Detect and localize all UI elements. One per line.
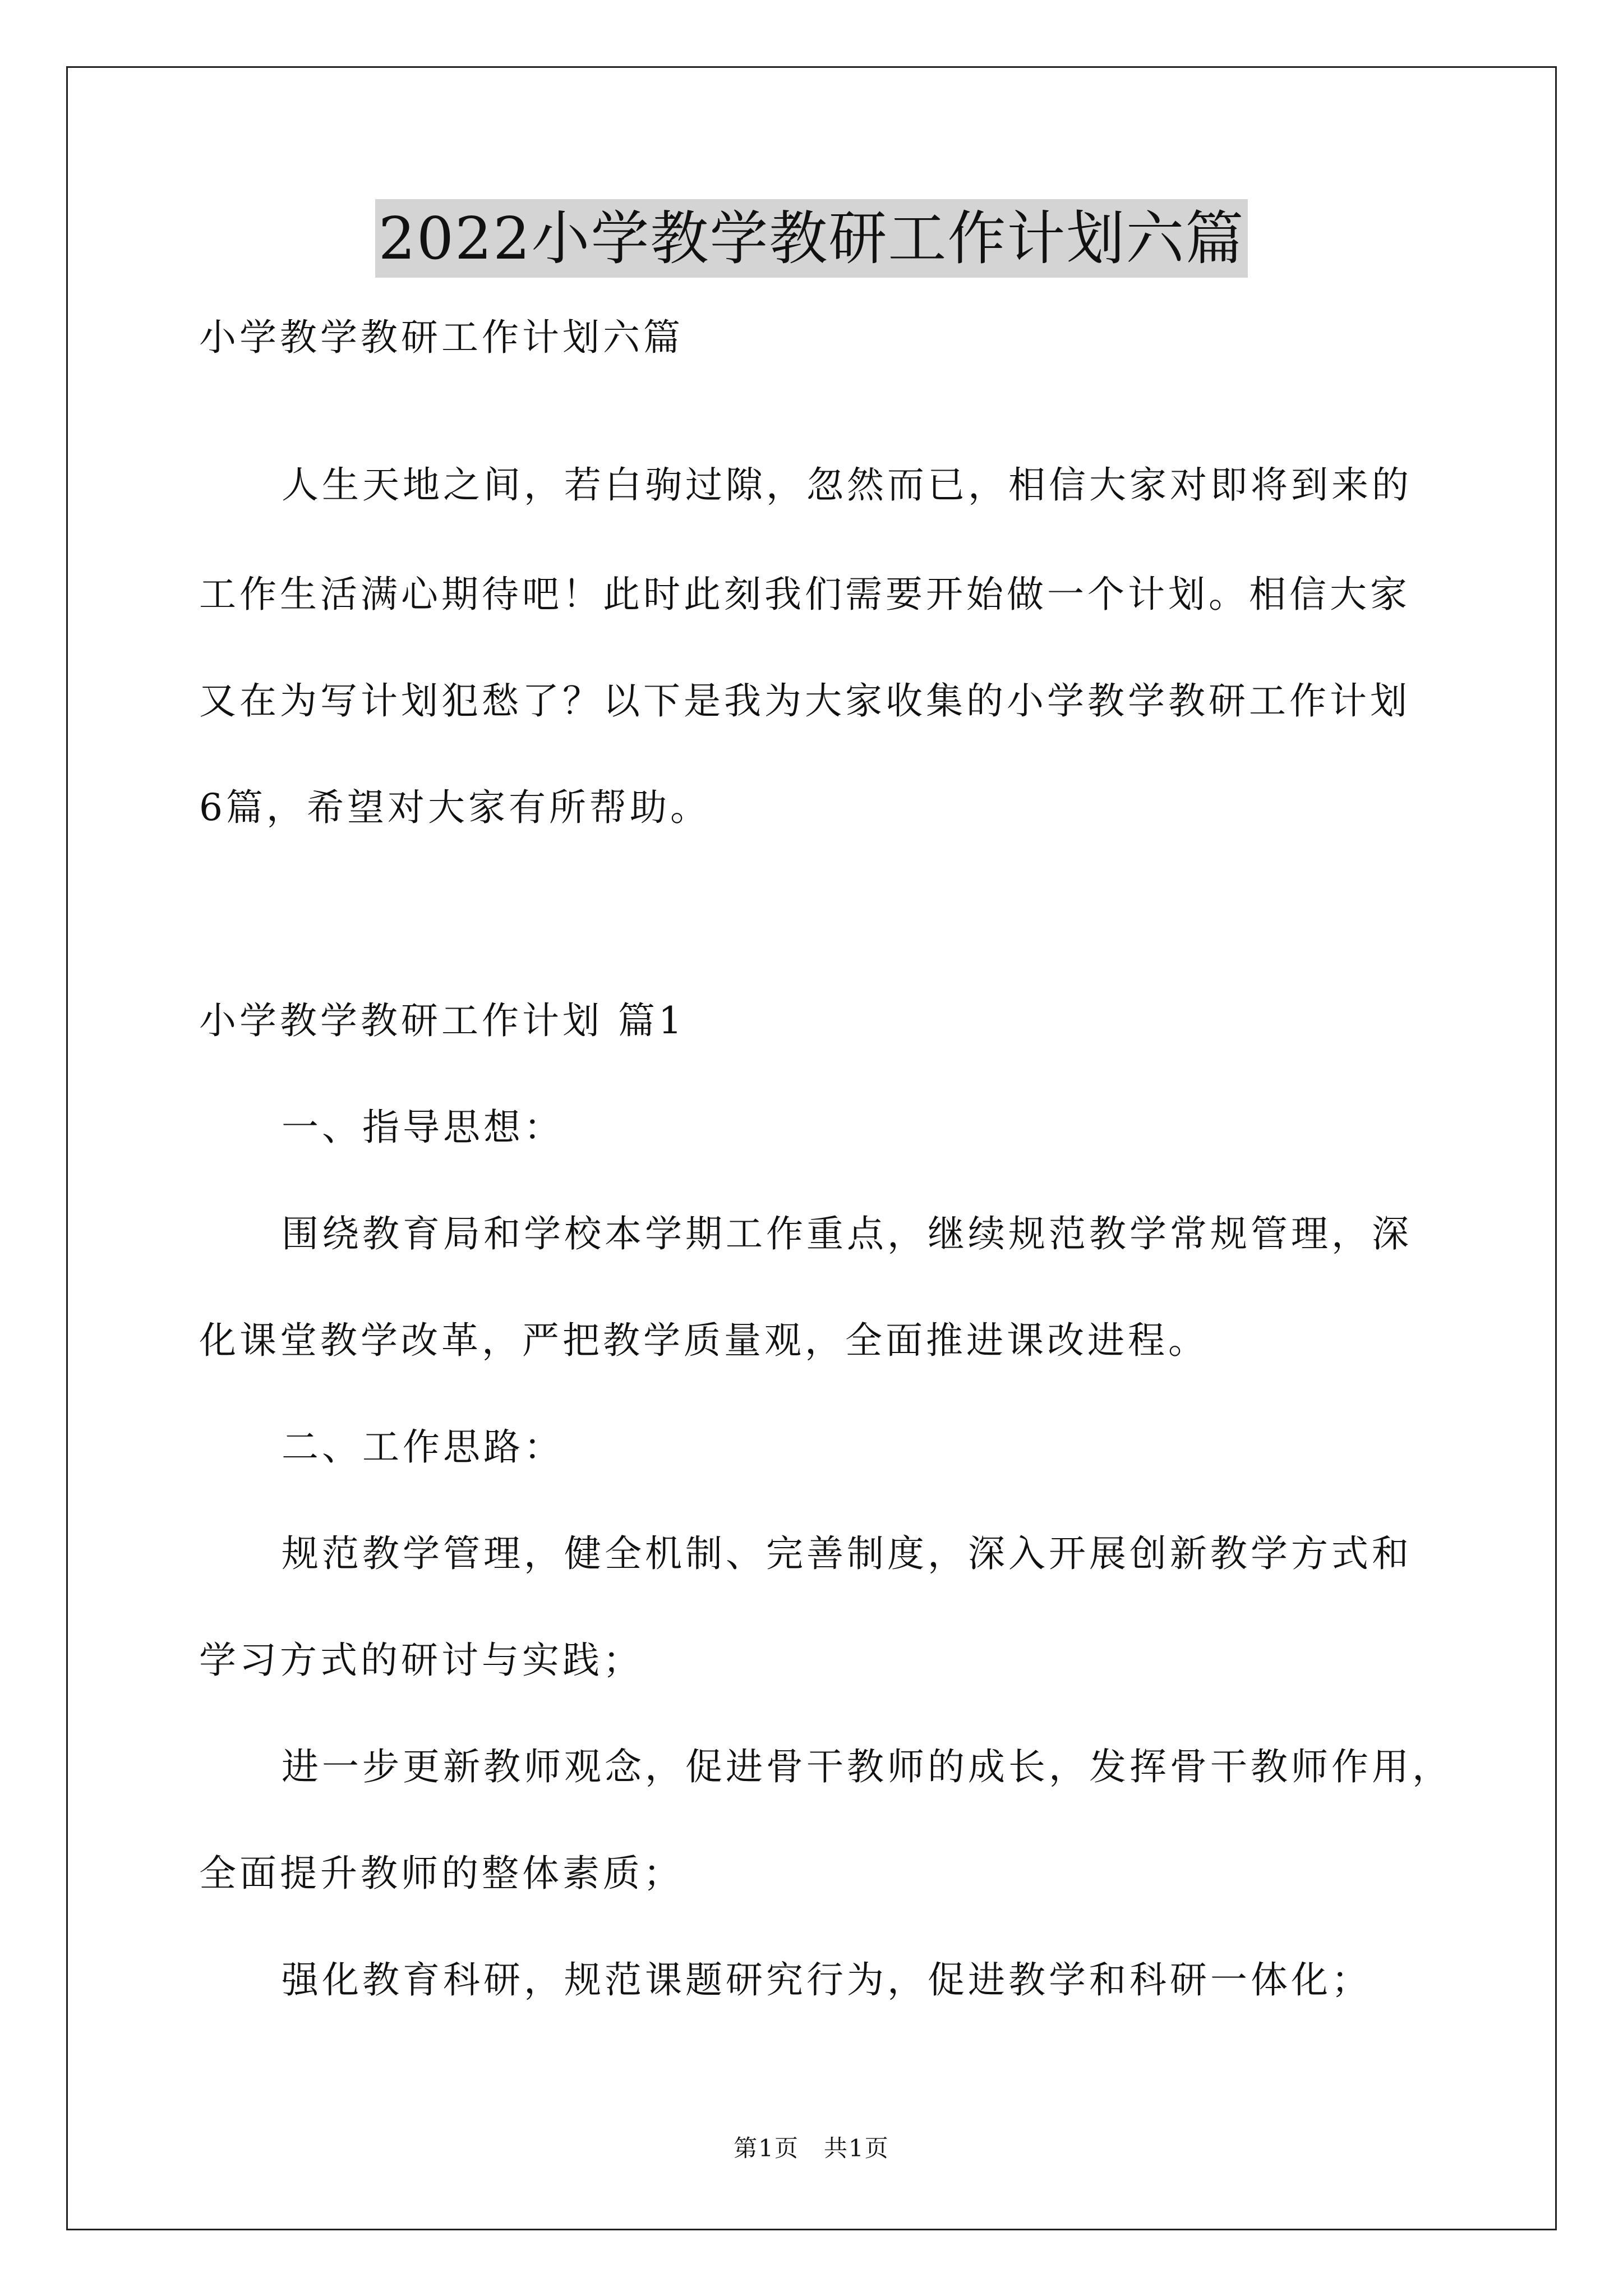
title-block (0, 199, 1623, 278)
paragraph-line: 强化教育科研，规范课题研究行为，促进教学和科研一体化； (282, 1958, 1372, 2001)
paragraph-line: 人生天地之间，若白驹过隙，忽然而已，相信大家对即将到来的 (282, 463, 1412, 507)
section-heading: 小学教学教研工作计划 篇1 (199, 999, 685, 1042)
paragraph-line: 进一步更新教师观念，促进骨干教师的成长，发挥骨干教师作用， (282, 1745, 1453, 1788)
paragraph-line: 围绕教育局和学校本学期工作重点，继续规范教学常规管理，深 (282, 1212, 1412, 1255)
paragraph-line: 规范教学管理，健全机制、完善制度，深入开展创新教学方式和 (282, 1532, 1412, 1575)
document-title: 2022小学教学教研工作计划六篇 (375, 199, 1248, 278)
paragraph-line: 化课堂教学改革，严把教学质量观，全面推进课改进程。 (199, 1319, 1209, 1362)
paragraph-line: 全面提升教师的整体素质； (199, 1852, 684, 1895)
subheading-guiding-thought: 一、指导思想： (282, 1106, 564, 1149)
paragraph-line: 工作生活满心期待吧！此时此刻我们需要开始做一个计划。相信大家 (199, 573, 1410, 616)
page-footer: 第1页 共1页 (734, 2134, 889, 2162)
paragraph-line: 又在为写计划犯愁了？以下是我为大家收集的小学教学教研工作计划 (199, 679, 1410, 723)
doc-subtitle: 小学教学教研工作计划六篇 (199, 316, 684, 359)
paragraph-line: 6篇，希望对大家有所帮助。 (199, 786, 711, 829)
paragraph-line: 学习方式的研讨与实践； (199, 1639, 643, 1682)
subheading-work-approach: 二、工作思路： (282, 1425, 564, 1469)
